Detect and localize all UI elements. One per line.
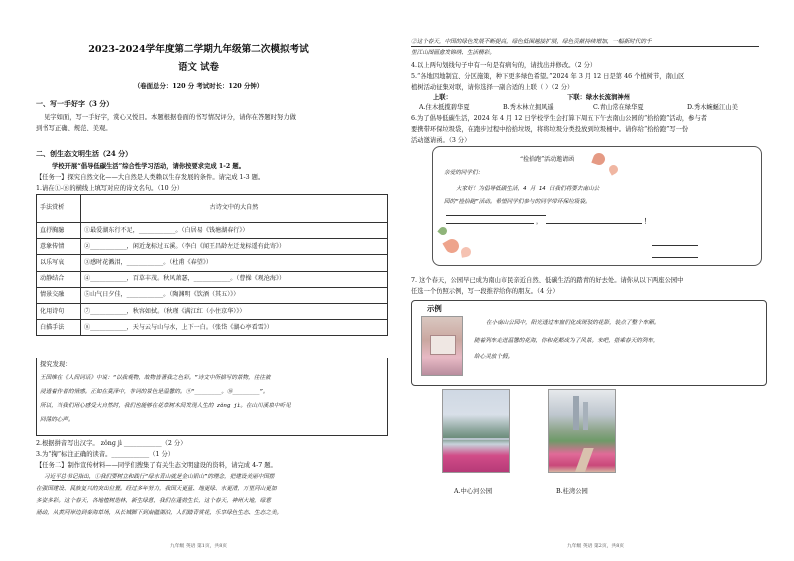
invitation-greeting: 亲爱的同学们： — [444, 170, 484, 176]
table-row — [37, 239, 388, 255]
question-2[interactable]: 2.根据拼音写出汉字。 zǒnɡ jì ____________（2 分） — [36, 440, 187, 447]
flower-decoration-icon — [607, 163, 619, 175]
left-footer: 九年级 英语 第1页，共8页 — [169, 544, 228, 549]
passage-line-4: 涌动，从黄河岸边到秦海草场，从长城脚下到南疆湖泊，人们踏青赏花，乐享绿色生态、生态之美。 — [36, 510, 283, 516]
exploration-line-1: 王国维在《人间词话》中说：“以我观物，故物皆著我之色彩。”诗文中所描写的景物，往往被 — [40, 375, 271, 381]
example-line-1: 在小南山公园中，阳光透过车窗们化成斑驳的花影，装点了整个车厢。 — [486, 320, 660, 326]
invitation-title: “捡拾跑”活动邀请函 — [520, 156, 575, 163]
exploration-line-2[interactable]: 浸透着作者的情感。正如在莫泽中，非词的景色是温馨的。⑨“________。⑩________”。 — [40, 389, 269, 395]
example-label: 示例 — [427, 304, 442, 313]
table-header-method: 手法赏析 — [37, 195, 81, 223]
couplet-upper: 上联： — [433, 94, 452, 101]
table-row — [37, 271, 388, 287]
tower-2 — [583, 402, 588, 430]
flower-decoration-icon — [591, 151, 606, 166]
row-method: 以乐写哀 — [37, 255, 81, 271]
question-7-line-1: 7. 这个春天，公园早已成为南山市民亲近自然、低碳生活的踏青的好去处。请你从以下两座公园中 — [411, 277, 684, 284]
question-3[interactable]: 3.为“掬”标注正确的读音。____________（1 分） — [36, 451, 175, 458]
example-photo — [421, 316, 463, 376]
section-2-intro: 学校开展“倡导低碳生活”综合性学习活动，请你按要求完成 1-2 题。 — [52, 163, 246, 170]
bridge — [443, 438, 510, 440]
table-row — [37, 287, 388, 303]
poetry-table — [36, 194, 388, 336]
row-method: 化用诗句 — [37, 303, 81, 319]
question-5-line-1: 5.“各地因地制宜、分区施策，种下更多绿色希望。”2024 年 3 月 12 日是第 46 个植树节，南山区 — [411, 73, 685, 80]
path — [574, 448, 593, 473]
passage-line-3: 多姿多彩。这个春天，各地植树造林，新生绿意，我们在蓬勃生长，这个春天，神州大地，绿意 — [36, 498, 271, 504]
example-line-2: 随着列车走进温馨的花海，你和花都成为了风景。来吧，搭乘春天的列车， — [474, 338, 659, 344]
exam-meta: （卷面总分：120 分 考试时长：120 分钟） — [133, 82, 264, 90]
leaf-decoration-icon — [437, 225, 448, 236]
underline-sentence-2 — [411, 46, 759, 47]
row-text[interactable]: ④____________，百草丰茂。秋风萧瑟，____________。（曹操《观沧海》） — [81, 271, 388, 287]
exploration-box — [36, 358, 388, 436]
invitation-blank-1[interactable] — [446, 210, 546, 216]
couplet-option-b[interactable]: B.秀木林立拥风遥 — [503, 104, 554, 111]
flower-decoration-icon — [460, 246, 472, 258]
passage-line-2: 在强国建设、民族复兴的突出位置。经过多年努力，我国天更蓝、地更绿、水更清，万里河山更加 — [36, 486, 277, 492]
section-1-text-2: 到书写正确、规范、美观。 — [36, 125, 112, 132]
exam-subtitle: 语文 试卷 — [178, 62, 219, 73]
invitation-date-blank[interactable] — [652, 252, 698, 258]
couplet-option-a[interactable]: A.住木抵揽碧华夏 — [419, 104, 470, 111]
question-6-line-3: 活动邀请函。（3 分） — [411, 137, 471, 144]
passage-cont-1: ②这个春天，中国的绿色发展不断提高，绿色低围越接扩展，绿色贡献持续增加，一幅新时代的千 — [411, 39, 652, 45]
question-5-line-2[interactable]: 植树活动征集对联，请你选择一副合适的上联（ ）（2 分） — [411, 84, 574, 91]
section-1-heading: 一、写一手好字（3 分） — [36, 99, 114, 108]
invitation-sign-blank[interactable] — [652, 240, 698, 246]
row-method: 意象传情 — [37, 239, 81, 255]
exploration-line-4: 回荡的心声。 — [40, 417, 74, 423]
passage-cont-2: 里江山图画愈发锦绣、生活精彩。 — [411, 50, 495, 56]
couplet-lower: 下联：绿水长流润神州 — [567, 94, 630, 101]
passage-line-1: 习近平总书记指出，①我们要树立和践行“绿水青山就是金山银山”的理念，把建设美丽中国摆 — [44, 474, 275, 480]
train-window — [430, 335, 456, 355]
photo-a-caption: A.中心河公园 — [454, 488, 493, 495]
photo-central-river-park — [442, 389, 510, 473]
table-row — [37, 255, 388, 271]
row-text[interactable]: ①最爱湖东行不足，____________。（白居易《钱塘湖春行》） — [81, 223, 388, 239]
section-1-text-1: 见字如面，写一手好字，赏心又悦目。本题根据卷面的书写情况评分，请你在答题时努力做 — [44, 114, 296, 121]
row-text[interactable]: ③感时花溅泪，____________。（杜甫《春望》） — [81, 255, 388, 271]
tower-1 — [573, 396, 579, 430]
photo-b-caption: B.桂湾公园 — [556, 488, 588, 495]
invitation-comma: ， — [536, 218, 543, 225]
invitation-exclamation: ！ — [644, 218, 651, 225]
underline-sentence-1 — [52, 474, 182, 481]
exploration-heading: 探究发现： — [40, 361, 72, 368]
row-method: 直抒胸臆 — [37, 223, 81, 239]
row-text[interactable]: ⑤山气日夕佳，____________。（陶渊明《饮酒（其五）》） — [81, 287, 388, 303]
invitation-body-2: 园的“捡拾跑”活动。希望同学们参与的同学带环保垃圾袋。 — [444, 199, 591, 205]
question-1: 1.请在①-⑧的横线上填写对应的诗文名句。（10 分） — [36, 185, 184, 192]
question-6-line-1: 6.为了倡导低碳生活，2024 年 4 月 12 日学校学生会打算下周五下午去南山公园的“拾拾跑”活动，参与者 — [411, 115, 708, 122]
right-footer: 九年级 英语 第2页，共8页 — [566, 544, 625, 549]
invitation-blank-3[interactable] — [546, 218, 642, 224]
photo-guiwan-park — [548, 389, 616, 473]
row-text[interactable]: ⑧____________，天与云与山与水，上下一白。（张岱《湖心亭看雪》） — [81, 320, 388, 336]
row-text[interactable]: ⑦____________，秋容如拭。（秋瑾《满江红（小住京华）》） — [81, 303, 388, 319]
invitation-body-1: 大家好！为倡导低碳生活，4 月 14 日我们将要去南山公 — [456, 186, 600, 192]
invitation-blank-2[interactable] — [446, 218, 534, 224]
task-1-heading: 【任务一】探究自然文化——大自然是人类赖以生存发展的条件。请完成 1-3 题。 — [36, 174, 265, 181]
row-method: 动静结合 — [37, 271, 81, 287]
flower-decoration-icon — [442, 236, 461, 255]
question-6-line-2: 要携带环保垃圾袋，在跑步过程中拾拾垃圾，将将垃圾分类投放到垃圾桶中。请你给“拾拾跑”写一份 — [411, 126, 689, 133]
task-2-heading: 【任务二】制作宣传材料——同学们搜集了有关生态文明建设的资料，请完成 4-7 题。 — [36, 462, 277, 469]
row-method: 白描手法 — [37, 320, 81, 336]
exam-title: 2023-2024学年度第二学期九年级第二次模拟考试 — [88, 44, 309, 55]
table-header-text: 古诗文中的大自然 — [81, 195, 388, 223]
question-7-line-2: 任选一个仿照示例，写一段推荐给你的朋友。（4 分） — [411, 288, 559, 295]
row-method: 情景交融 — [37, 287, 81, 303]
table-row — [37, 303, 388, 319]
exploration-line-3: 所以，当我们用心感受大自然时，我们也能够在花草树木间发现人生的 zǒnɡ jì。在山川溪泉中听见 — [40, 403, 291, 409]
question-4[interactable]: 4.以上两句划线句子中有一句是有病句的，请找出并修改。（2 分） — [411, 62, 597, 69]
couplet-option-c[interactable]: C.青山常在绿华夏 — [593, 104, 644, 111]
example-line-3: 给心灵放个假。 — [474, 354, 514, 360]
section-2-heading: 二、创生态文明生活（24 分） — [36, 149, 133, 158]
couplet-option-d[interactable]: D.秀木蜿蜒江山美 — [687, 104, 738, 111]
table-row — [37, 320, 388, 336]
row-text[interactable]: ②____________，闲近龙标过五溪。（李白《闻王昌龄左迁龙标遥有此寄》） — [81, 239, 388, 255]
table-row — [37, 223, 388, 239]
